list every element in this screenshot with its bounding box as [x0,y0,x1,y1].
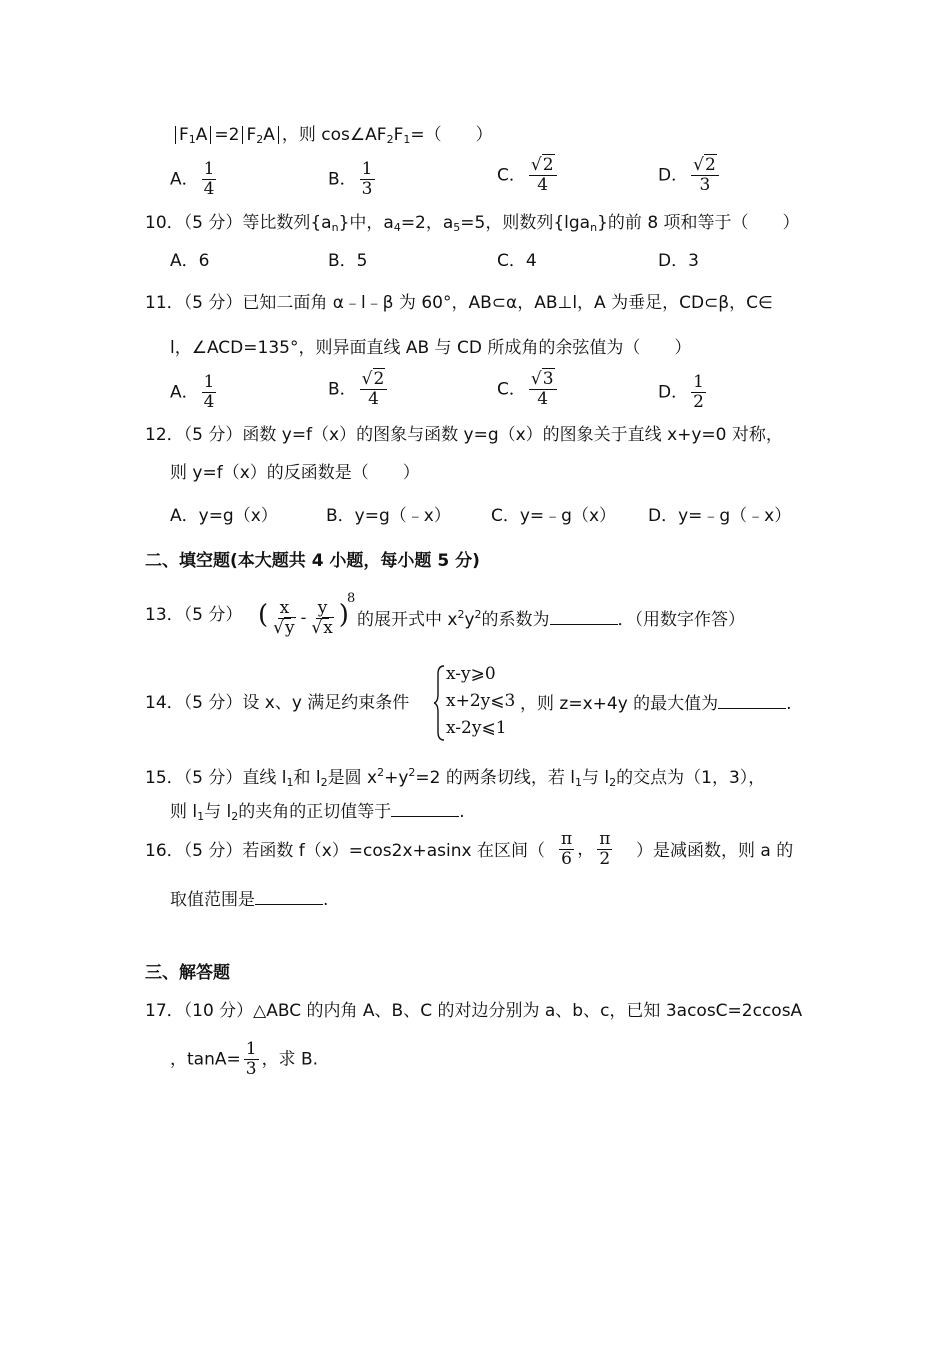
q11-option-c: C． $\frac{√3}{4}$ [497,370,560,409]
fraction: $\frac{√2}{4}$ [360,370,388,409]
sqrt-icon: √3 [530,369,554,389]
q10-option-d: D．3 [658,251,699,271]
q9-option-c [497,156,560,195]
text: A [263,125,275,145]
fraction: $\frac{√2}{4}$ [529,156,557,195]
q10-option-a: A．6 [170,251,210,271]
sqrt-icon: √x [311,618,333,638]
abs-bar [175,126,176,144]
q9-option-a [170,160,219,199]
text: ，则 cos∠AF [281,125,387,145]
section-heading-fill-in: 二、填空题(本大题共 4 小题，每小题 5 分) [145,551,480,571]
q11-stem-line2: l，∠ACD=135°，则异面直线 AB 与 CD 所成角的余弦值为（ ） [170,338,692,358]
option-label: D． [658,165,689,186]
sqrt-icon: √2 [693,155,716,175]
q13-expression: ( $\frac{x}{√y}$ - $\frac{y}{√x}$ ) [258,598,349,638]
text: F [393,125,404,145]
text: F [246,125,257,145]
abs-bar [242,126,243,144]
q12-option-d: D．y=﹣g（﹣x） [648,506,792,526]
brace-icon [434,664,446,742]
option-label: C． [497,165,526,186]
subscript: 1 [403,133,411,146]
q15-stem-line1: 15．（5 分）直线 $l_1$和 $l_2$是圆 $x^2+y^2=2$ 的两条切线，若 $l_1$与 $l_2$的交点为（1，3）， [145,766,766,789]
q13-exponent: 8 [347,591,356,606]
constraint-3: x-2y⩽1 [446,718,507,738]
q12-stem-line2: 则 y=f（x）的反函数是（ ） [170,463,420,483]
q17-stem-line2: ，tanA= $\frac{1}{3}$ ，求 B. [170,1039,319,1079]
fraction: $\frac{x}{√y}$ [273,598,295,638]
q10-stem: 10．（5 分）等比数列$\{a_n\}$中，$a_4=2$，$a_5=5$，则数列{lga$_n$}的前 8 项和等于（ ） [145,213,800,234]
q10-option-c: C．4 [497,251,537,271]
text: F [179,125,189,145]
fraction: $\frac{y}{√x}$ [311,598,333,638]
q12-stem-line1: 12．（5 分）函数 y=f（x）的图象与函数 y=g（x）的图象关于直线 x+y=0 对称， [145,425,783,445]
fraction: $\frac{1}{4}$ [203,159,215,199]
q11-option-b: B． $\frac{√2}{4}$ [328,370,390,409]
q16-suffix: ）是减函数，则 a 的 [636,841,794,861]
sqrt-icon: √2 [530,155,554,175]
constraint-1: x-y⩾0 [446,664,496,684]
q12-option-b: B．y=g（﹣x） [326,506,451,526]
text: =2 [214,125,240,145]
section-heading-solutions: 三、解答题 [145,963,230,983]
subscript: 2 [386,133,394,146]
q10-option-b: B．5 [328,251,368,271]
q11-option-d: D． $\frac{1}{2}$ [658,372,704,412]
answer-blank[interactable] [550,608,618,625]
fraction: $\frac{1}{3}$ [245,1039,257,1079]
fraction: $\frac{√3}{4}$ [529,370,557,409]
option-label: B． [328,169,357,190]
q16-stem-line1: 16．（5 分）若函数 f（x）=cos2x+asinx 在区间（ [145,841,546,861]
sqrt-icon: √2 [361,369,385,389]
text: A [195,125,208,145]
fraction: $\frac{\pi}{6}$ [561,829,573,869]
q12-option-a: A．y=g（x） [170,506,278,526]
fraction: $\frac{\pi}{2}$ [599,829,611,869]
q14-constraint-system [434,664,524,744]
text: =（ ） [410,125,493,145]
q12-option-c: C．y=﹣g（x） [491,506,617,526]
subscript: 1 [188,133,196,146]
abs-bar [278,126,279,144]
fraction: $\frac{1}{3}$ [361,159,373,199]
constraint-2: x+2y⩽3 [446,691,516,711]
q13-suffix: 的展开式中 $x^2y^2$的系数为 ．（用数字作答） [357,608,746,630]
q13-stem: 13．（5 分） [145,605,243,625]
answer-blank[interactable] [391,800,459,817]
q9-condition-line [172,124,493,151]
q15-stem-line2: 则 $l_1$与 $l_2$的夹角的正切值等于 . [170,802,465,823]
q16-interval: $\frac{\pi}{6}$ ， $\frac{\pi}{2}$ [561,829,611,869]
q11-option-a: A． $\frac{1}{4}$ [170,372,215,412]
q9-option-b [328,160,378,199]
q9-option-d [658,156,722,195]
q14-stem: 14．（5 分）设 x、y 满足约束条件 [145,693,410,713]
abs-bar [210,126,211,144]
q11-stem-line1: 11．（5 分）已知二面角 α﹣l﹣β 为 60°，AB⊂α，AB⊥l，A 为垂足，CD⊂β，C∈ [145,293,773,313]
sqrt-icon: √y [273,618,295,638]
answer-blank[interactable] [718,692,786,709]
subscript: 2 [256,133,264,146]
q14-suffix: ，则 z=x+4y 的最大值为 . [520,694,792,714]
fraction: $\frac{√2}{3}$ [691,156,719,195]
option-label: A． [170,169,199,190]
fraction: $\frac{1}{4}$ [203,372,215,412]
answer-blank[interactable] [255,888,323,905]
q17-stem-line1: 17．（10 分）△ABC 的内角 A、B、C 的对边分别为 a、b、c，已知 3acosC=2ccosA [145,1001,803,1021]
q16-stem-line2: 取值范围是 . [170,890,329,910]
fraction: $\frac{1}{2}$ [693,372,704,412]
